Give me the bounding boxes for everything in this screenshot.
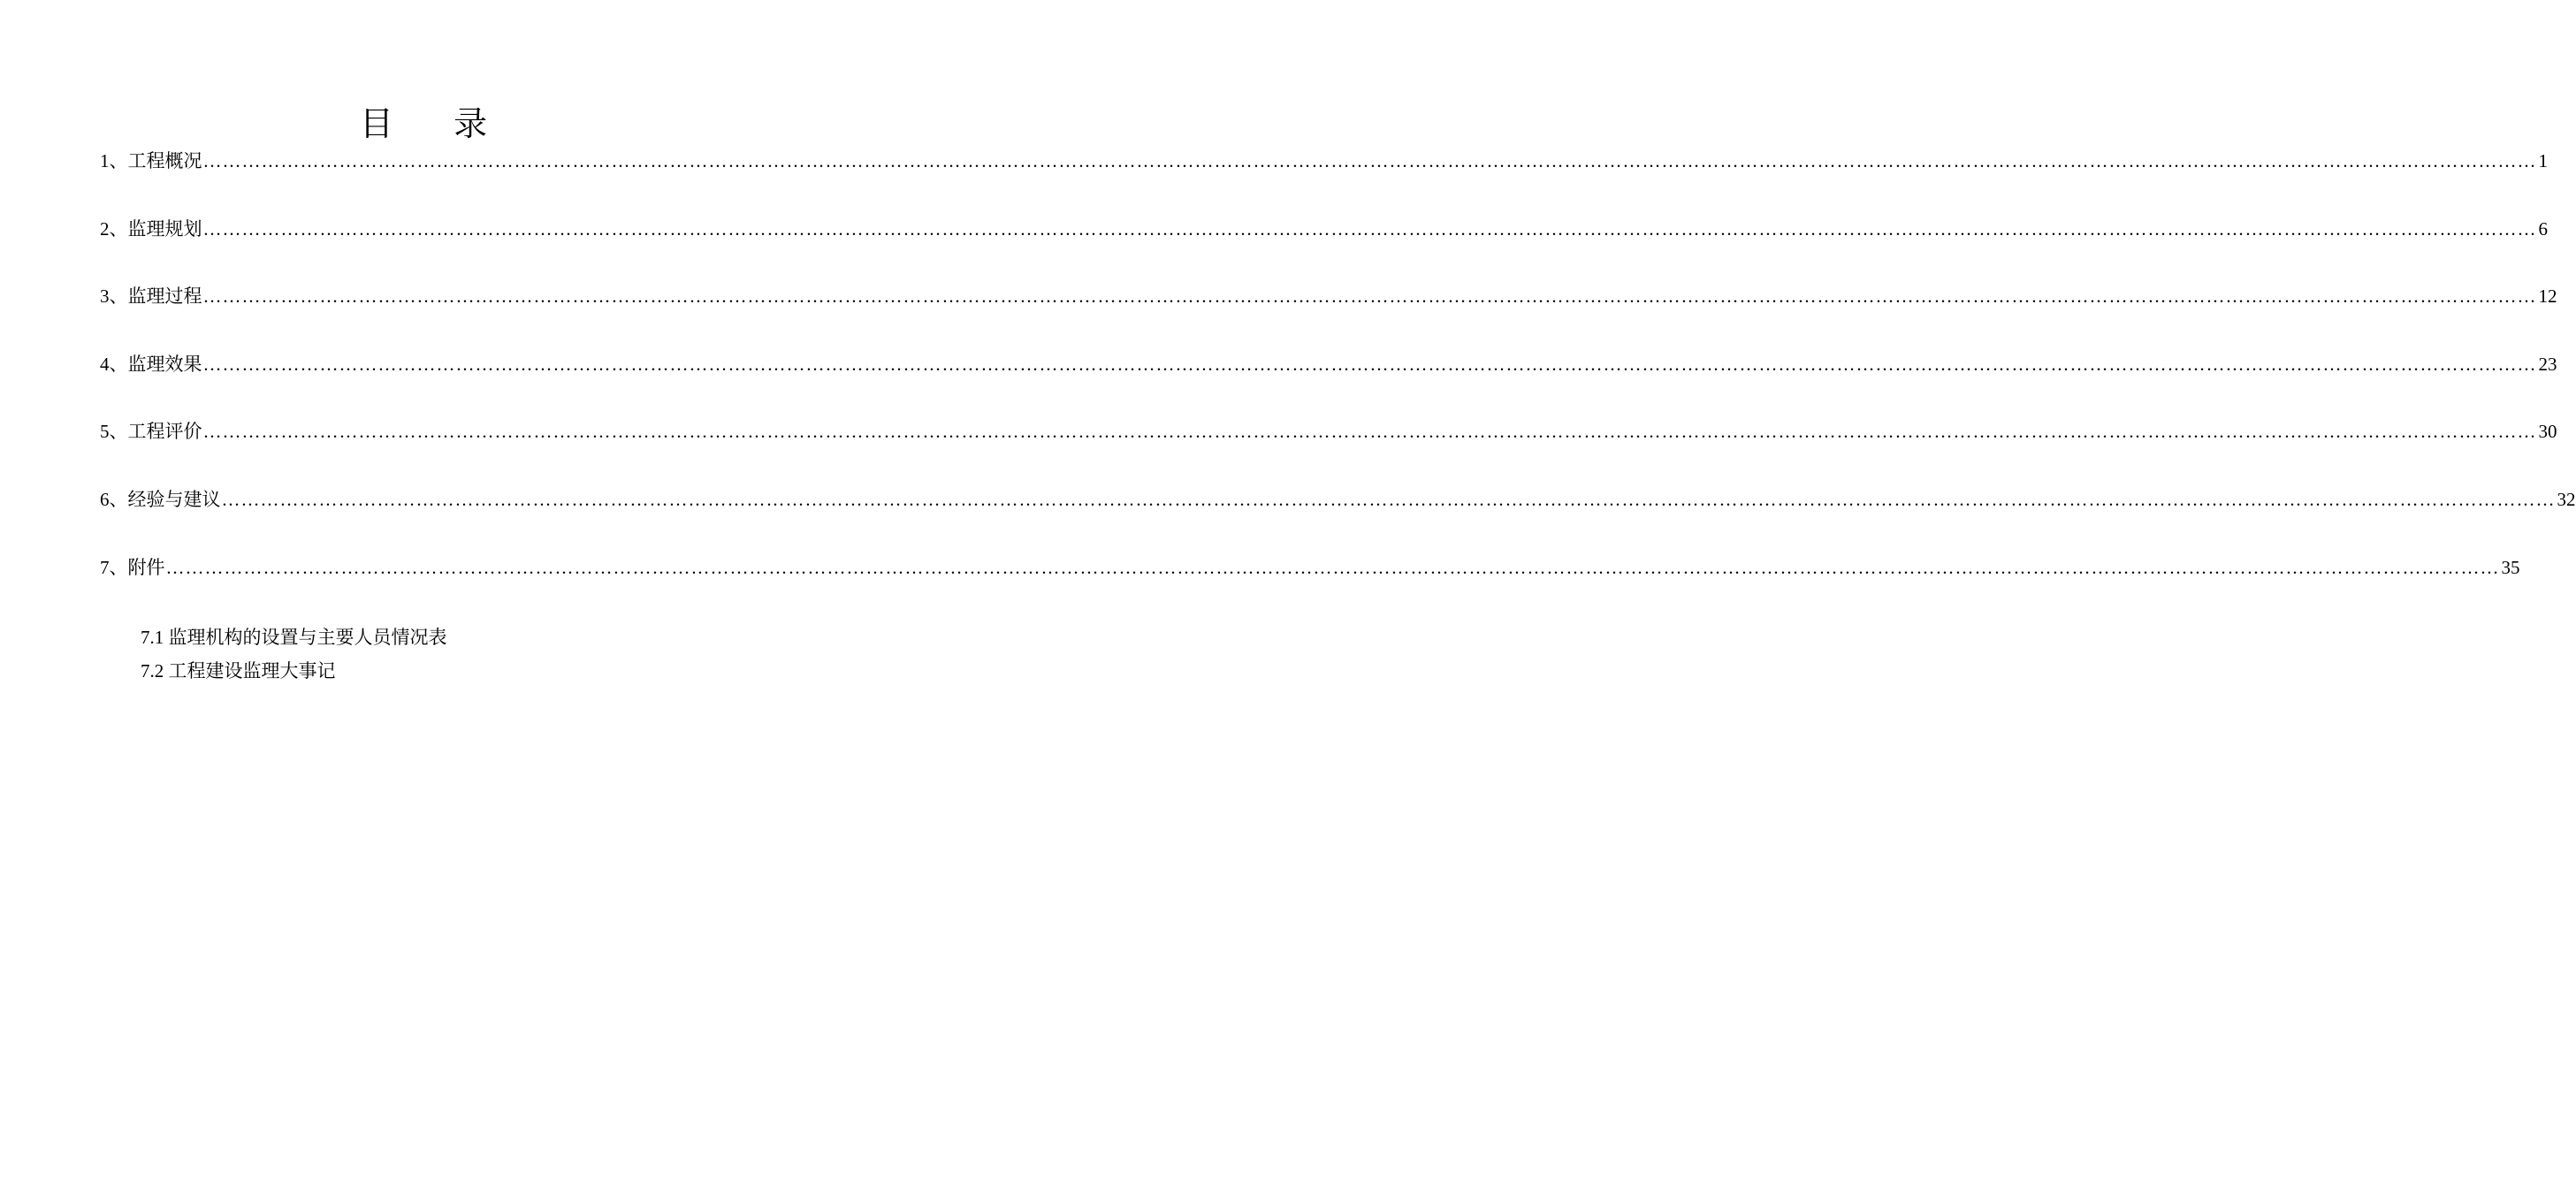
toc-entry [100, 215, 2548, 243]
toc-entry-label: 1、工程概况 [100, 150, 202, 171]
toc-entry [100, 282, 2557, 310]
toc-entry [100, 553, 2520, 582]
toc-title: 目 录 [359, 104, 492, 143]
toc-dot-leader: ……………………………………………………………………………………………………………………………………………………………………………………………………………………………………………………………………………………………………………………………… [221, 488, 2556, 510]
toc-sub-list [141, 621, 671, 688]
toc-entry-label: 5、工程评价 [100, 421, 202, 443]
toc-entry-label: 6、经验与建议 [100, 488, 221, 510]
toc-entry-label: 7、附件 [100, 556, 165, 578]
toc-entry [100, 147, 2548, 175]
toc-entry [100, 485, 2576, 514]
toc-entry-page: 30 [2538, 421, 2557, 443]
toc-entry-page: 12 [2538, 286, 2557, 308]
toc-entry-label: 4、监理效果 [100, 353, 202, 375]
toc-entry [100, 350, 2557, 378]
toc-dot-leader: ……………………………………………………………………………………………………………………………………………………………………………………………………………………………………………………………………………………………………………………………… [165, 556, 2500, 578]
toc-entry-page: 23 [2538, 353, 2557, 375]
toc-sub-entry: 7.1 监理机构的设置与主要人员情况表 [141, 627, 447, 648]
toc-list [100, 147, 2576, 621]
toc-dot-leader: ……………………………………………………………………………………………………………………………………………………………………………………………………………………………………………………………………………………………………………………………… [202, 421, 2537, 443]
toc-sub-entry: 7.2 工程建设监理大事记 [141, 660, 336, 682]
toc-dot-leader: ……………………………………………………………………………………………………………………………………………………………………………………………………………………………………………………………………………………………………………………………… [202, 217, 2537, 240]
toc-dot-leader: ……………………………………………………………………………………………………………………………………………………………………………………………………………………………………………………………………………………………………………………………… [202, 150, 2537, 171]
toc-entry-page: 32 [2557, 488, 2576, 510]
toc-entry-page: 6 [2538, 217, 2548, 240]
toc-dot-leader: ……………………………………………………………………………………………………………………………………………………………………………………………………………………………………………………………………………………………………………………………… [202, 286, 2537, 308]
toc-entry-page: 1 [2538, 150, 2548, 171]
toc-dot-leader: ……………………………………………………………………………………………………………………………………………………………………………………………………………………………………………………………………………………………………………………………… [202, 353, 2537, 375]
toc-entry-label: 3、监理过程 [100, 286, 202, 308]
toc-entry [100, 417, 2557, 446]
toc-entry-label: 2、监理规划 [100, 217, 202, 240]
toc-entry-page: 35 [2501, 556, 2520, 578]
